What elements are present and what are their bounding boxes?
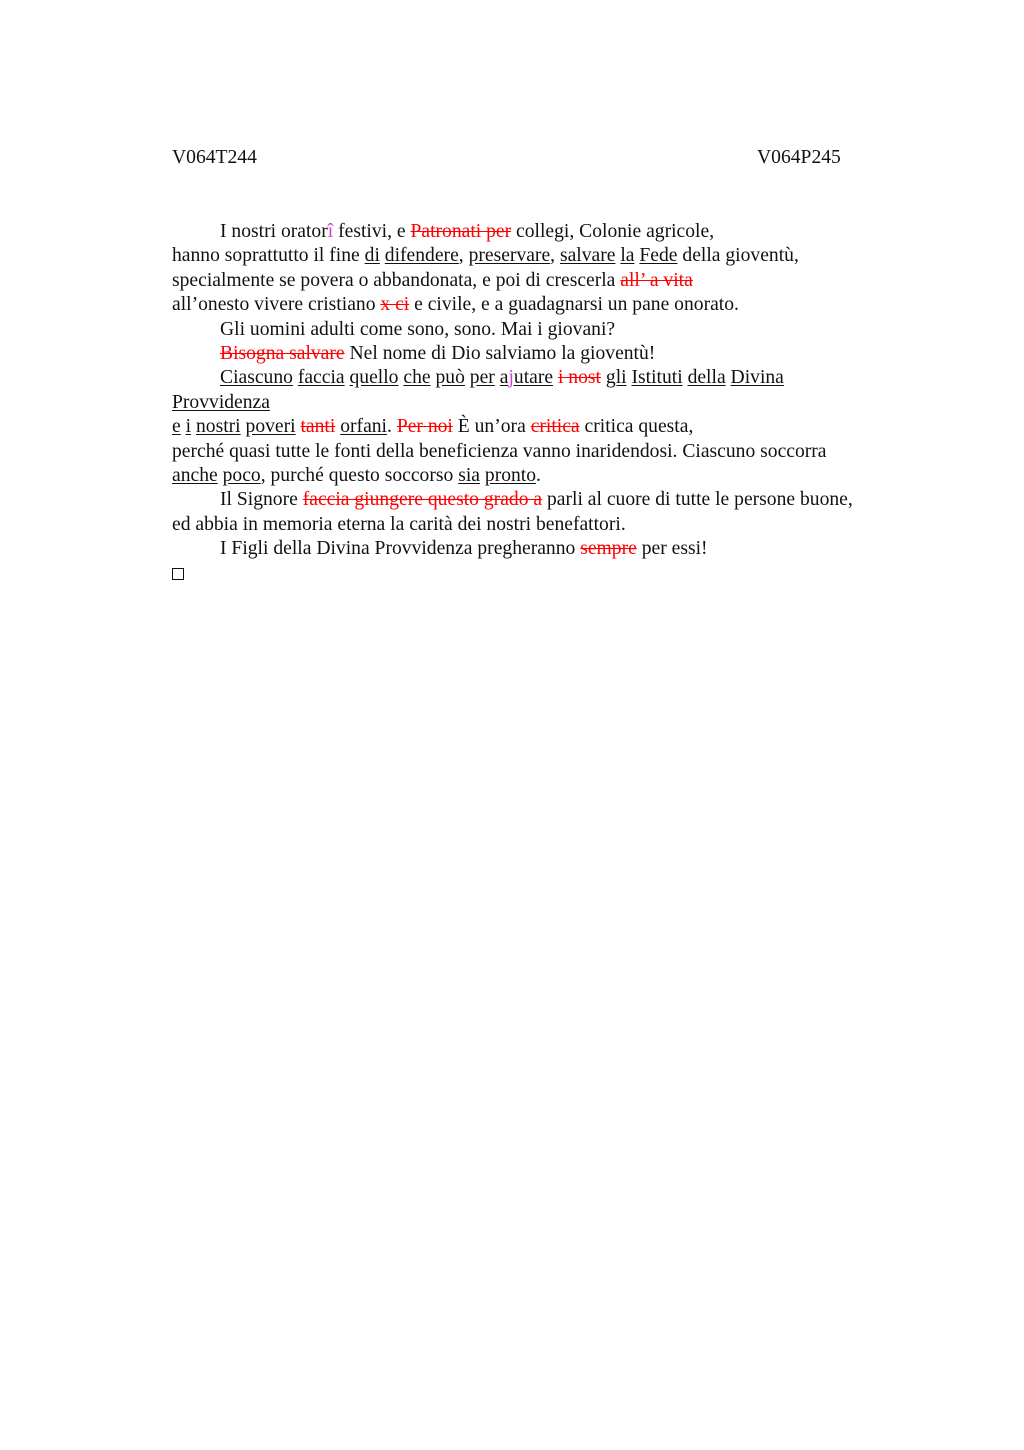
paragraph-5-line-2: ed abbia in memoria eterna la carità dei nostri benefattori. xyxy=(172,513,626,535)
inserted-mark: j xyxy=(508,367,514,389)
paragraph-6: I Figli della Divina Provvidenza pregheranno sempre per essi! xyxy=(220,538,708,560)
deleted-text: all’ a vita xyxy=(620,269,693,291)
underlined-word: di xyxy=(364,245,380,267)
deleted-text: sempre xyxy=(580,538,637,560)
paragraph-4-line-4: perché quasi tutte le fonti della beneficienza vanno inaridendosi. Ciascuno soccorra xyxy=(172,440,827,462)
document-body xyxy=(172,220,892,587)
header-right-code: V064P245 xyxy=(757,147,841,168)
deleted-text: tanti xyxy=(300,416,336,438)
paragraph-4-line-5: anche poco, purché questo soccorso sia pronto. xyxy=(172,465,541,487)
square-box-icon xyxy=(172,568,184,580)
deleted-text: critica xyxy=(530,416,580,438)
paragraph-1-line-4: all’onesto vivere cristiano x ci e civile, e a guadagnarsi un pane onorato. xyxy=(172,294,739,316)
header-left-code: V064T244 xyxy=(172,147,257,168)
deleted-text: faccia giungere questo grado a xyxy=(302,489,543,511)
paragraph-1-line-3: specialmente se povera o abbandonata, e poi di crescerla all’ a vita xyxy=(172,269,693,291)
deleted-text: x ci xyxy=(380,294,410,316)
paragraph-2: Gli uomini adulti come sono, sono. Mai i giovani? xyxy=(220,318,616,340)
underlined-word: la xyxy=(620,245,635,267)
paragraph-5-line-1: Il Signore faccia giungere questo grado a parli al cuore di tutte le persone buone, xyxy=(220,489,853,511)
paragraph-1-line-2: hanno soprattutto il fine di difendere, preservare, salvare la Fede della gioventù, xyxy=(172,245,799,267)
paragraph-4-line-2: Provvidenza xyxy=(172,391,270,413)
paragraph-1-line-1: I nostri oratorî festivi, e Patronati per collegi, Colonie agricole, xyxy=(220,221,715,242)
underlined-word: difendere xyxy=(384,245,459,267)
underlined-word: preservare xyxy=(468,245,551,267)
deleted-text: Patronati per xyxy=(410,221,512,242)
underlined-word: Fede xyxy=(639,245,678,267)
paragraph-3: Bisogna salvare Nel nome di Dio salviamo la gioventù! xyxy=(220,343,656,365)
deleted-text: i nost xyxy=(557,367,601,389)
deleted-text: Per noi xyxy=(396,416,453,438)
deleted-text: Bisogna salvare xyxy=(220,343,345,365)
underlined-word: salvare xyxy=(559,245,616,267)
paragraph-4-line-3: e i nostri poveri tanti orfani. Per noi È un’ora critica critica questa, xyxy=(172,416,694,438)
inserted-mark: î xyxy=(327,221,334,242)
paragraph-4-line-1: Ciascuno faccia quello che può per ajutare i nost gli Istituti della Divina xyxy=(220,367,784,389)
